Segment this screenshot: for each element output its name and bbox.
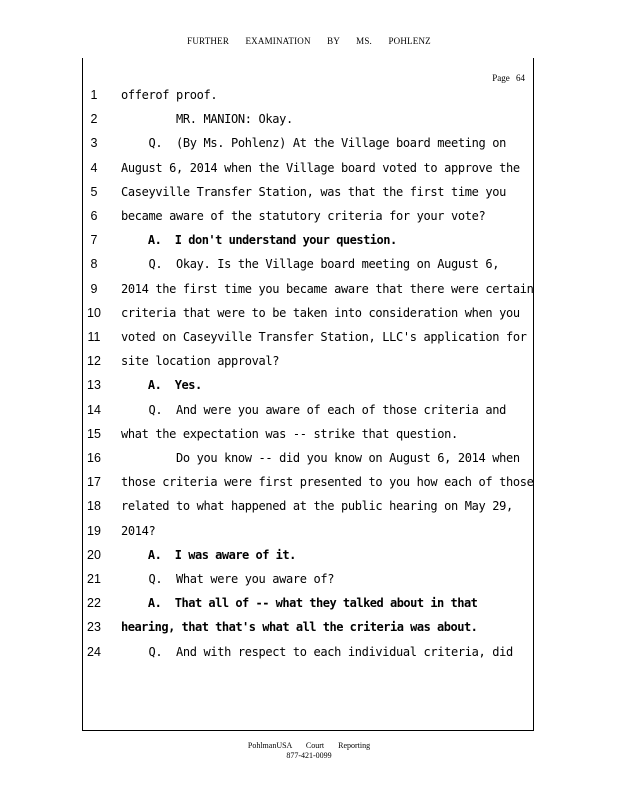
line-text: Q. And were you aware of each of those criteria and — [121, 402, 506, 417]
footer-company: PohlmanUSA Court Reporting — [247, 741, 371, 750]
line-text: 2014? — [121, 523, 156, 538]
line-number: 11 — [87, 330, 101, 344]
answer-text: A. That all of -- what they talked about in that — [121, 596, 478, 611]
line-number: 6 — [90, 209, 98, 223]
line-text: offerof proof. — [121, 88, 218, 102]
line-number: 20 — [87, 547, 101, 562]
line-number: 19 — [87, 523, 101, 538]
line-text: MR. MANION: Okay. — [121, 112, 293, 127]
transcript-line — [0, 446, 618, 470]
transcript-line — [0, 277, 618, 301]
line-text: related to what happened at the public hearing on May 29, — [121, 499, 513, 514]
line-number: 16 — [87, 451, 101, 465]
transcript-line — [0, 228, 618, 252]
transcript-line — [0, 567, 618, 591]
transcript-line — [0, 398, 618, 422]
line-number: 8 — [90, 257, 98, 272]
transcript-line — [0, 252, 618, 276]
transcript-line — [0, 519, 618, 543]
line-text: what the expectation was -- strike that question. — [121, 426, 458, 441]
line-number: 4 — [90, 160, 98, 175]
transcript-line — [0, 494, 618, 518]
transcript-line — [0, 422, 618, 446]
line-text: those criteria were first presented to you how each of those — [121, 475, 534, 490]
transcript-line — [0, 615, 618, 639]
line-number: 10 — [87, 305, 101, 320]
page-number: Page 64 — [492, 73, 525, 83]
line-text: August 6, 2014 when the Village board voted to approve the — [121, 160, 520, 175]
transcript-line — [0, 325, 618, 349]
answer-text: A. I was aware of it. — [121, 547, 296, 562]
line-number: 12 — [87, 354, 101, 369]
line-number: 2 — [90, 112, 98, 127]
line-number: 23 — [87, 620, 101, 635]
line-number: 13 — [87, 378, 101, 393]
transcript-line — [0, 543, 618, 567]
line-number: 21 — [87, 572, 101, 586]
line-number: 1 — [90, 88, 98, 102]
line-text: site location approval? — [121, 354, 280, 369]
answer-text: hearing, that that's what all the criteria was about. — [121, 620, 478, 635]
transcript-line — [0, 83, 618, 107]
transcript-line — [0, 640, 618, 664]
transcript-line — [0, 373, 618, 397]
line-text: criteria that were to be taken into consideration when you — [121, 305, 520, 320]
page-header: FURTHER EXAMINATION BY MS. POHLENZ — [187, 36, 431, 46]
transcript-line — [0, 349, 618, 373]
line-number: 14 — [87, 402, 101, 417]
transcript-line — [0, 156, 618, 180]
transcript-line — [0, 131, 618, 155]
line-text: Q. And with respect to each individual criteria, did — [121, 644, 513, 659]
transcript-line — [0, 470, 618, 494]
line-number: 15 — [87, 426, 101, 441]
line-text: Q. What were you aware of? — [121, 572, 335, 586]
answer-text: A. I don't understand your question. — [121, 233, 397, 248]
line-number: 3 — [90, 136, 98, 151]
line-number: 7 — [90, 233, 98, 248]
line-number: 5 — [90, 184, 98, 199]
transcript-line — [0, 107, 618, 131]
line-number: 24 — [87, 644, 101, 659]
footer-phone: 877-421-0099 — [286, 751, 332, 760]
answer-text: A. Yes. — [121, 378, 202, 393]
line-text: Q. (By Ms. Pohlenz) At the Village board meeting on — [121, 136, 506, 151]
line-text: Caseyville Transfer Station, was that the first time you — [121, 184, 506, 199]
line-text: 2014 the first time you became aware that there were certain — [121, 281, 534, 296]
transcript-line — [0, 180, 618, 204]
transcript-line — [0, 301, 618, 325]
line-number: 9 — [90, 281, 98, 296]
line-number: 17 — [87, 475, 101, 490]
transcript-line — [0, 204, 618, 228]
line-number: 22 — [87, 596, 101, 611]
line-text: Do you know -- did you know on August 6, 2014 when — [121, 451, 520, 465]
line-text: became aware of the statutory criteria for your vote? — [121, 209, 486, 223]
page-footer — [0, 741, 618, 761]
line-text: Q. Okay. Is the Village board meeting on August 6, — [121, 257, 500, 272]
transcript-line — [0, 591, 618, 615]
line-text: voted on Caseyville Transfer Station, LLC's application for — [121, 330, 527, 344]
line-number: 18 — [87, 499, 101, 514]
